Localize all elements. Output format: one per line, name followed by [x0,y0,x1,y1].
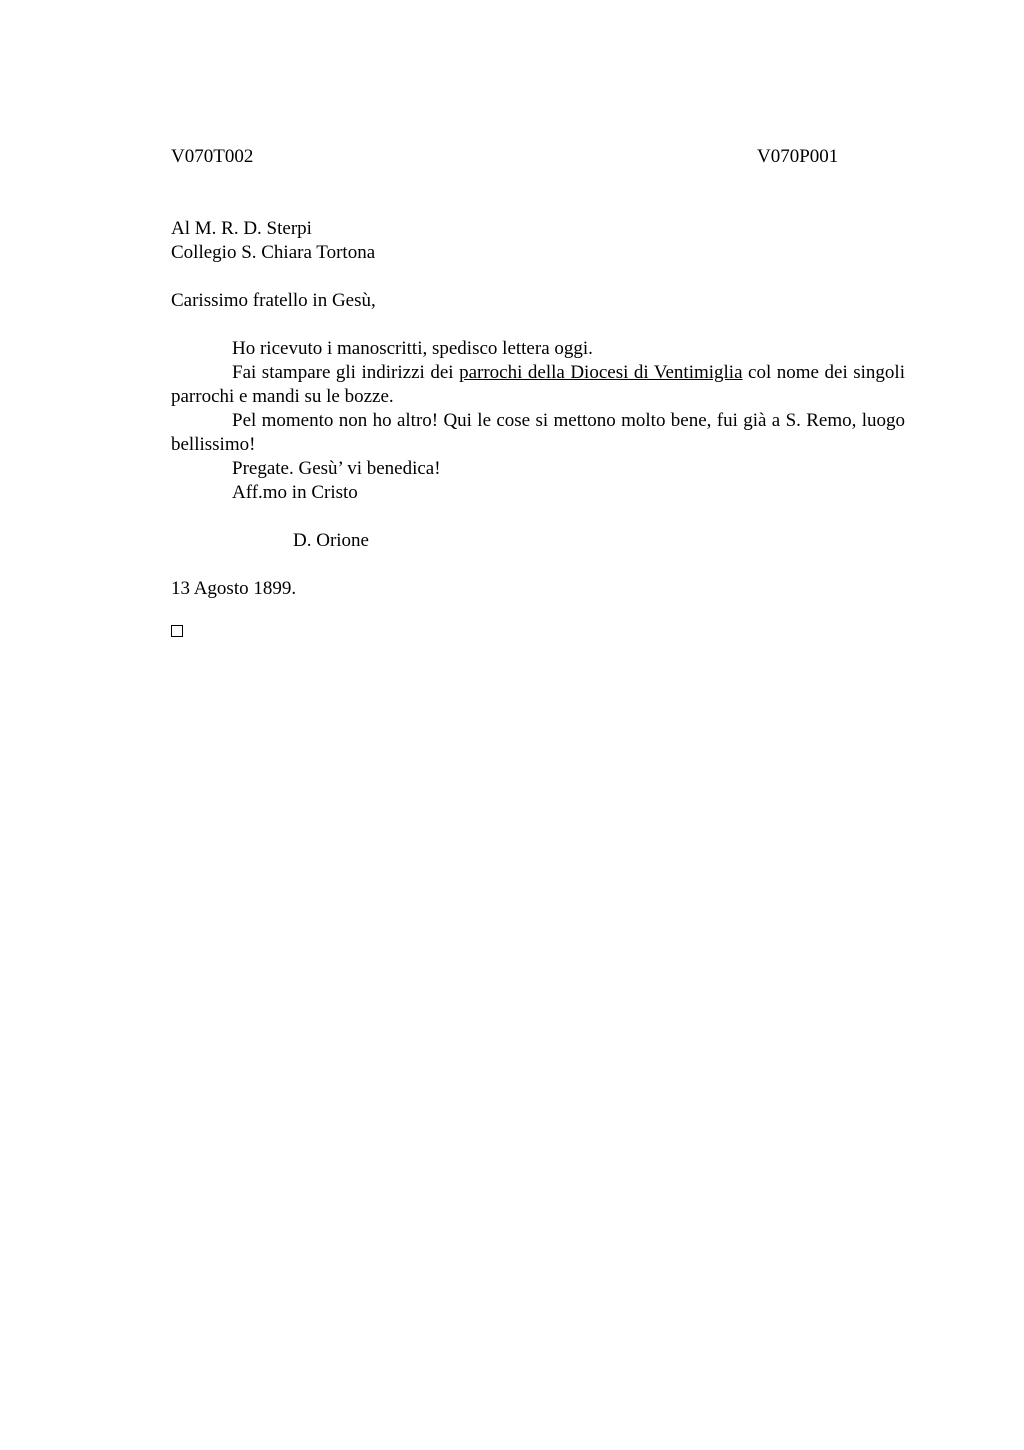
underlined-phrase: parrochi della Diocesi di Ventimiglia [459,362,743,383]
salutation: Carissimo fratello in Gesù, [171,290,376,311]
document-code-left: V070T002 [171,146,254,167]
body-paragraph-1: Ho ricevuto i manoscritti, spedisco lettera oggi. [232,338,593,359]
empty-box-icon [171,625,183,637]
document-code-right: V070P001 [757,146,839,167]
body-paragraph-4: Pregate. Gesù’ vi benedica! [232,458,441,479]
body-paragraph-3: Pel momento non ho altro! Qui le cose si mettono molto bene, fui già a S. Remo, luogo bellissimo! [171,410,905,455]
letter-date: 13 Agosto 1899. [171,578,297,599]
body-paragraph-2-end: col nome dei singoli parrochi e mandi su le bozze. [171,362,905,407]
document-codes [171,145,905,169]
signature: D. Orione [293,530,369,551]
closing: Aff.mo in Cristo [232,482,358,503]
body-paragraph-2-start: Fai stampare gli indirizzi dei [232,362,460,383]
recipient-address [171,217,905,265]
letter-body [171,337,905,505]
letter-page [171,145,905,644]
address-line-recipient: Al M. R. D. Sterpi [171,218,312,239]
address-line-place: Collegio S. Chiara Tortona [171,242,376,263]
body-paragraph-2 [171,361,905,409]
